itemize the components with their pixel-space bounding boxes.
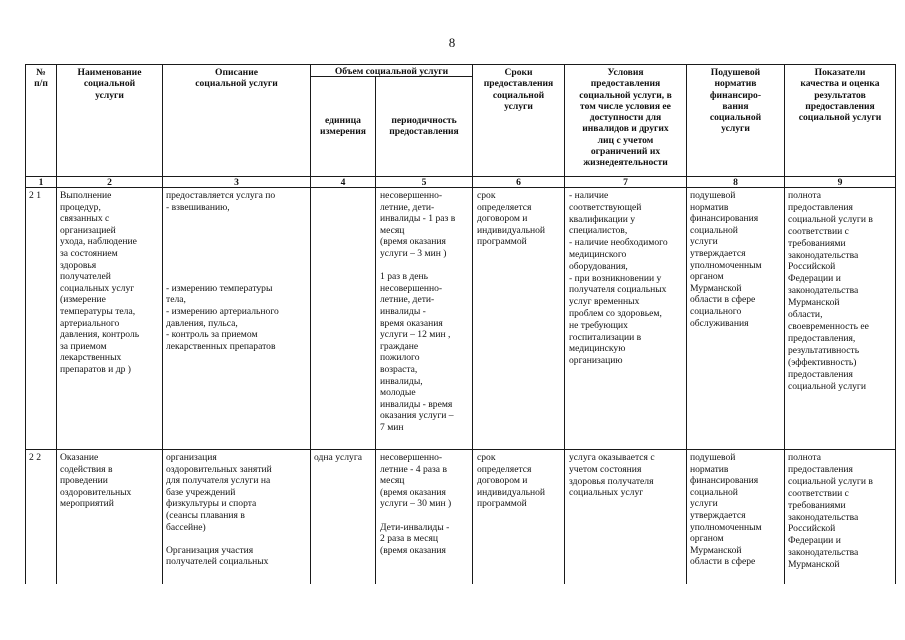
column-number-6: 6 (516, 177, 521, 188)
service-description: предоставляется услуга по - взвешиванию, - измерению температуры тела, - измерению артериального давления, пульса, - контроль за приемом лекарственных препаратов (166, 190, 279, 352)
col-border-5 (472, 64, 473, 584)
header-unit: единица измерения (320, 115, 366, 138)
column-number-8: 8 (733, 177, 738, 188)
col-border-8 (784, 64, 785, 584)
col-border-0 (25, 64, 26, 584)
col-border-2 (162, 64, 163, 584)
column-number-5: 5 (421, 177, 427, 188)
col-border-3 (310, 64, 311, 584)
header-periodicity: периодичность предоставления (389, 115, 459, 138)
row-divider (25, 449, 895, 450)
col-border-4 (375, 76, 376, 584)
column-number-9: 9 (837, 177, 843, 188)
header-number: № п/п (34, 67, 48, 90)
header-norm: Подушевой норматив финансиро- вания социальной услуги (709, 67, 762, 135)
row-number: 2 2 (29, 452, 41, 463)
header-quality: Показатели качества и оценка результатов предоставления социальной услуги (798, 67, 882, 124)
periodicity: несовершенно- летние, дети- инвалиды - 1 раз в месяц (время оказания услуги – 3 мин ) 1 раз в день несовершенно- летние, дети- инвалиды - время оказания услуги – 12 мин , граждане пожилого возраста, инвалиды, молодые инвалиды - время оказания услуги – 7 мин (380, 190, 456, 433)
table-top-border (25, 64, 895, 65)
header-terms: Сроки предоставления социальной услуги (483, 67, 554, 112)
col-border-1 (56, 64, 57, 584)
service-name: Оказание содействия в проведении оздоровительных мероприятий (60, 452, 132, 510)
service-terms: срок определяется договором и индивидуальной программой (477, 452, 546, 510)
measurement-unit: одна услуга (314, 452, 363, 463)
service-description: организация оздоровительных занятий для получателя услуги на базе учреждений физкультуры и спорта (сеансы плавания в бассейне) Организация участия получателей социальных (166, 452, 272, 568)
quality-indicators: полнота предоставления социальной услуги в соответствии с требованиями законодательства Российской Федерации и законодательства Мурманской области, своевременность ее предоставления, результативность (эффективность) предоставления социальной услуги (788, 190, 873, 392)
col-border-9 (895, 64, 896, 584)
column-number-2: 2 (107, 177, 112, 188)
service-conditions: услуга оказывается с учетом состояния здоровья получателя социальных услуг (569, 452, 655, 499)
header-conditions: Условия предоставления социальной услуги, в том числе условия ее доступности для инвалидов и других лиц с учетом ограничений их жизнедеятельности (579, 67, 672, 169)
header-description: Описание социальной услуги (195, 67, 278, 90)
financing-norm: подушевой норматив финансирования социальной услуги утверждается уполномоченным органом Мурманской области в сфере (690, 452, 762, 568)
quality-indicators: полнота предоставления социальной услуги в соответствии с требованиями законодательства Российской Федерации и законодательства Мурманской (788, 452, 873, 571)
periodicity: несовершенно- летние - 4 раза в месяц (время оказания услуги – 30 мин ) Дети-инвалиды - 2 раза в месяц (время оказания (380, 452, 452, 556)
header-volume: Объем социальной услуги (334, 66, 449, 77)
service-conditions: - наличие соответствующей квалификации у специалистов, - наличие необходимого медицинского оборудования, - при возникновении у получателя социальных услуг временных проблем со здоровьем, не требующих госпитализации в медицинскую организацию (569, 190, 668, 367)
column-number-3: 3 (234, 177, 239, 188)
header-service-name: Наименование социальной услуги (77, 67, 142, 101)
column-number-4: 4 (340, 177, 346, 188)
service-name: Выполнение процедур, связанных с организацией ухода, наблюдение за состоянием здоровья получателей социальных услуг (измерение температуры тела, артериального давления, контроль за приемом лекарственных препаратов и др ) (60, 190, 140, 375)
row-number: 2 1 (29, 190, 41, 201)
column-number-1: 1 (38, 177, 44, 188)
page-number: 8 (448, 35, 456, 50)
column-number-7: 7 (623, 177, 628, 188)
col-border-7 (686, 64, 687, 584)
financing-norm: подушевой норматив финансирования социальной услуги утверждается уполномоченным органом Мурманской области в сфере социального обслуживания (690, 190, 762, 329)
service-terms: срок определяется договором и индивидуальной программой (477, 190, 546, 248)
